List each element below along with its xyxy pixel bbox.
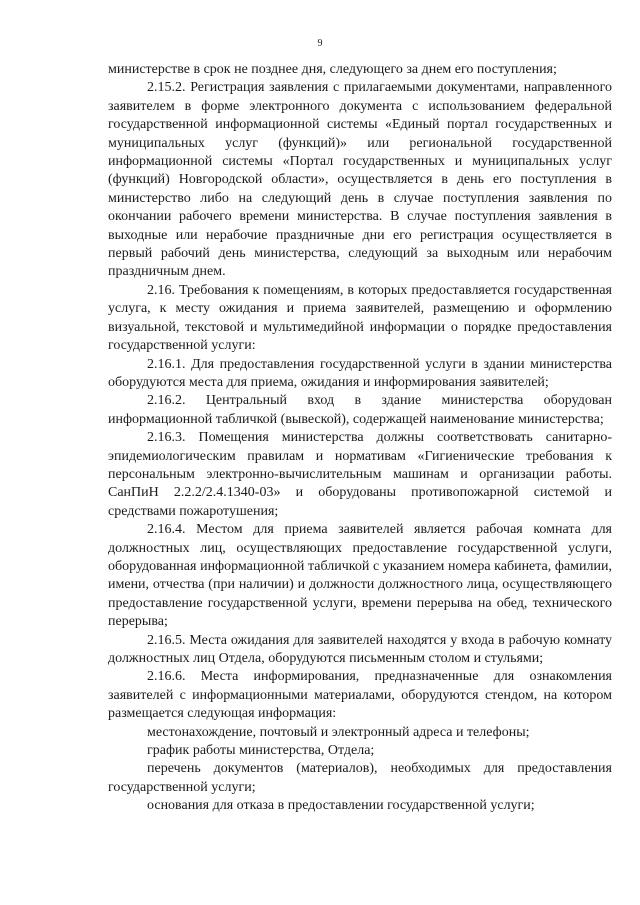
- paragraph-continuation: министерстве в срок не позднее дня, следующего за днем его поступления;: [108, 62, 557, 77]
- list-item-documents: перечень документов (материалов), необходимых для предоставления государственной услуги;: [108, 761, 612, 795]
- page-number: 9: [317, 38, 323, 49]
- paragraph-2-16-3: 2.16.3. Помещения министерства должны соответствовать санитарно-эпидемиологическим правилам и нормативам «Гигиенические требования к персональным электронно-вычислительным машинам и организации работы. СанПиН 2.2.2/2.4.1340-03» и оборудованы противопожарной системой и средствами пожаротушения;: [108, 430, 612, 519]
- list-item-refusal-grounds: основания для отказа в предоставлении государственной услуги;: [147, 798, 535, 814]
- paragraph-2-16-1: 2.16.1. Для предоставления государственной услуги в здании министерства оборудуются места для приема, ожидания и информирования заявителей;: [108, 356, 612, 390]
- document-body: [108, 61, 612, 816]
- paragraph-2-16-6: 2.16.6. Места информирования, предназначенные для ознакомления заявителей с информационными материалами, оборудуются стендом, на котором размещается следующая информация:: [108, 669, 612, 722]
- paragraph-2-16: 2.16. Требования к помещениям, в которых предоставляется государственная услуга, к месту ожидания и приема заявителей, размещению и оформлению визуальной, текстовой и мультимедийной информации о порядке предоставления государственной услуги:: [108, 282, 612, 354]
- paragraph-2-16-2: 2.16.2. Центральный вход в здание министерства оборудован информационной табличкой (вывеской), содержащей наименование министерства;: [108, 393, 612, 427]
- paragraph-2-15-2: 2.15.2. Регистрация заявления с прилагаемыми документами, направленного заявителем в форме электронного документа с использованием федеральной государственной информационной системы «Единый портал государственных и муниципальных услуг (функций)» или региональной государственной информационной системы «Портал государственных и муниципальных услуг (функций) Новгородской области», осуществляется в день его поступления в министерство либо на следующий день в случае поступления заявления по окончании рабочего времени министерства. В случае поступления заявления в выходные или нерабочие праздничные дни его регистрация осуществляется в первый рабочий день министерства, следующий за выходным или нерабочим праздничным днем.: [108, 80, 612, 280]
- paragraph-2-16-4: 2.16.4. Местом для приема заявителей является рабочая комната для должностных лиц, осуществляющих предоставление государственной услуги, оборудованная информационной табличкой с указанием номера кабинета, фамилии, имени, отчества (при наличии) и должности должностного лица, осуществляющего предоставление государственной услуги, времени перерыва на обед, технического перерыва;: [108, 522, 612, 630]
- paragraph-2-16-5: 2.16.5. Места ожидания для заявителей находятся у входа в рабочую комнату должностных лиц Отдела, оборудуются письменным столом и стульями;: [108, 632, 612, 666]
- list-item-location: местонахождение, почтовый и электронный адреса и телефоны;: [147, 724, 530, 740]
- list-item-schedule: график работы министерства, Отдела;: [147, 743, 375, 759]
